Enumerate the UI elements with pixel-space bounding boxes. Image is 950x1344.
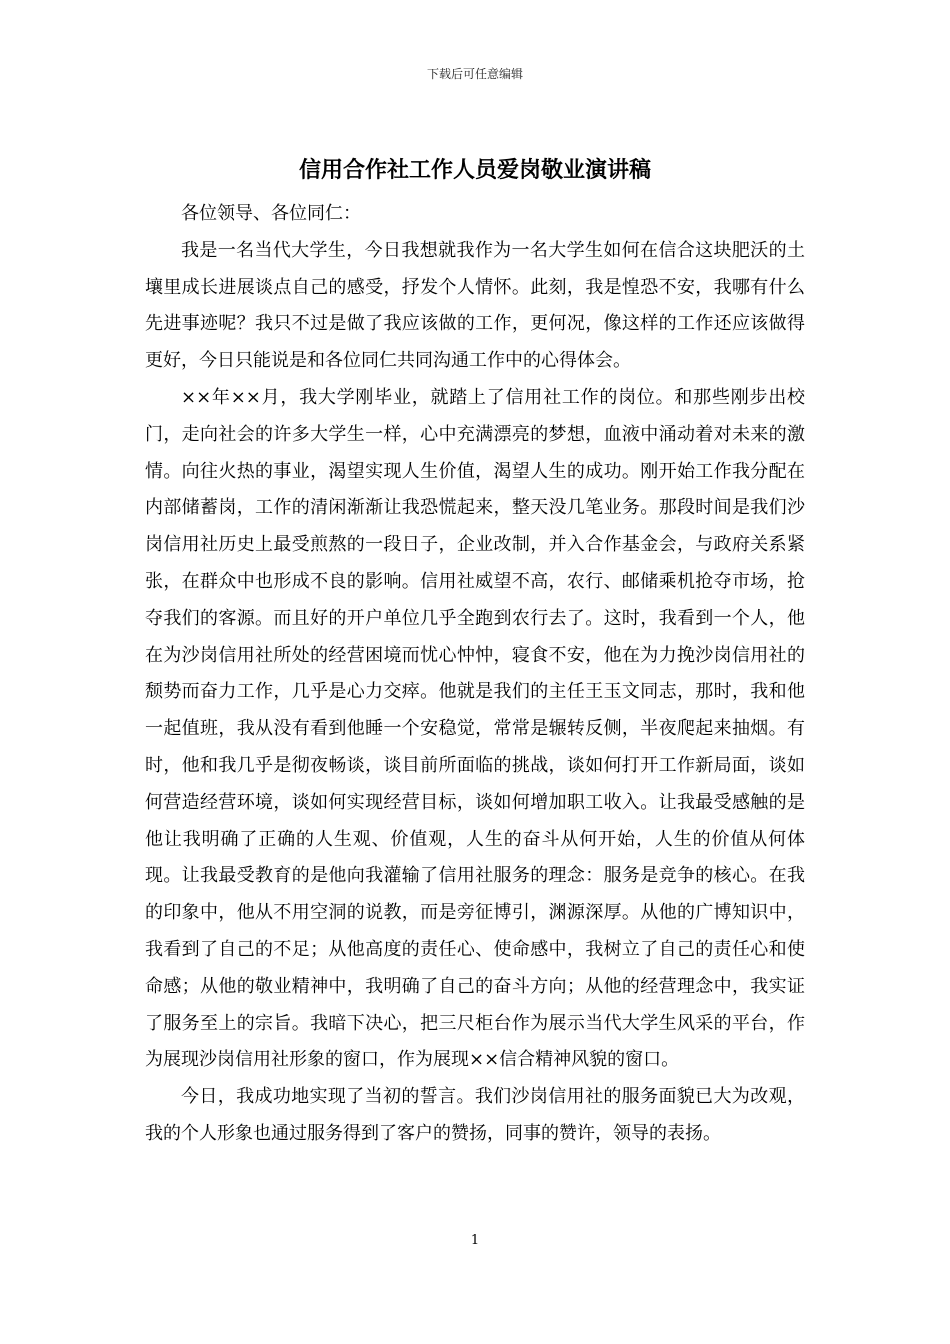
document-title: 信用合作社工作人员爱岗敬业演讲稿 [298, 158, 651, 183]
page-number: 1 [470, 1233, 480, 1248]
body-paragraph: 今日，我成功地实现了当初的誓言。我们沙岗信用社的服务面貌已大为改观，我的个人形象也通过服务得到了客户的赞扬，同事的赞许，领导的表扬。 [145, 1086, 805, 1144]
document-body [145, 196, 805, 1153]
salutation-paragraph: 各位领导、各位同仁： [181, 203, 361, 224]
header-note: 下载后可任意编辑 [426, 67, 523, 81]
body-paragraph: 我是一名当代大学生，今日我想就我作为一名大学生如何在信合这块肥沃的土壤里成长进展谈点自己的感受，抒发个人情怀。此刻，我是惶恐不安，我哪有什么先进事迹呢？我只不过是做了我应该做的工作，更何况，像这样的工作还应该做得更好，今日只能说是和各位同仁共同沟通工作中的心得体会。 [145, 239, 805, 372]
body-paragraph: ××年××月，我大学刚毕业，就踏上了信用社工作的岗位。和那些刚步出校门，走向社会的许多大学生一样，心中充满漂亮的梦想，血液中涌动着对未来的激情。向往火热的事业，渴望实现人生价值，渴望人生的成功。刚开始工作我分配在内部储蓄岗，工作的清闲渐渐让我恐慌起来，整天没几笔业务。那段时间是我们沙岗信用社历史上最受煎熬的一段日子，企业改制，并入合作基金会，与政府关系紧张，在群众中也形成不良的影响。信用社威望不高，农行、邮储乘机抢夺市场，抢夺我们的客源。而且好的开户单位几乎全跑到农行去了。这时，我看到一个人，他在为沙岗信用社所处的经营困境而忧心忡忡，寝食不安，他在为力挽沙岗信用社的颓势而奋力工作，几乎是心力交瘁。他就是我们的主任王玉文同志，那时，我和他一起值班，我从没有看到他睡一个安稳觉，常常是辗转反侧，半夜爬起来抽烟。有时，他和我几乎是彻夜畅谈，谈目前所面临的挑战，谈如何打开工作新局面，谈如何营造经营环境，谈如何实现经营目标，谈如何增加职工收入。让我最受感触的是他让我明确了正确的人生观、价值观，人生的奋斗从何开始，人生的价值从何体现。让我最受教育的是他向我灌输了信用社服务的理念：服务是竞争的核心。在我的印象中，他从不用空洞的说教，而是旁征博引，渊源深厚。从他的广博知识中，我看到了自己的不足；从他高度的责任心、使命感中，我树立了自己的责任心和使命感；从他的敬业精神中，我明确了自己的奋斗方向；从他的经营理念中，我实证了服务至上的宗旨。我暗下决心，把三尺柜台作为展示当代大学生风采的平台，作为展现沙岗信用社形象的窗口，作为展现××信合精神风貌的窗口。 [145, 386, 805, 1071]
